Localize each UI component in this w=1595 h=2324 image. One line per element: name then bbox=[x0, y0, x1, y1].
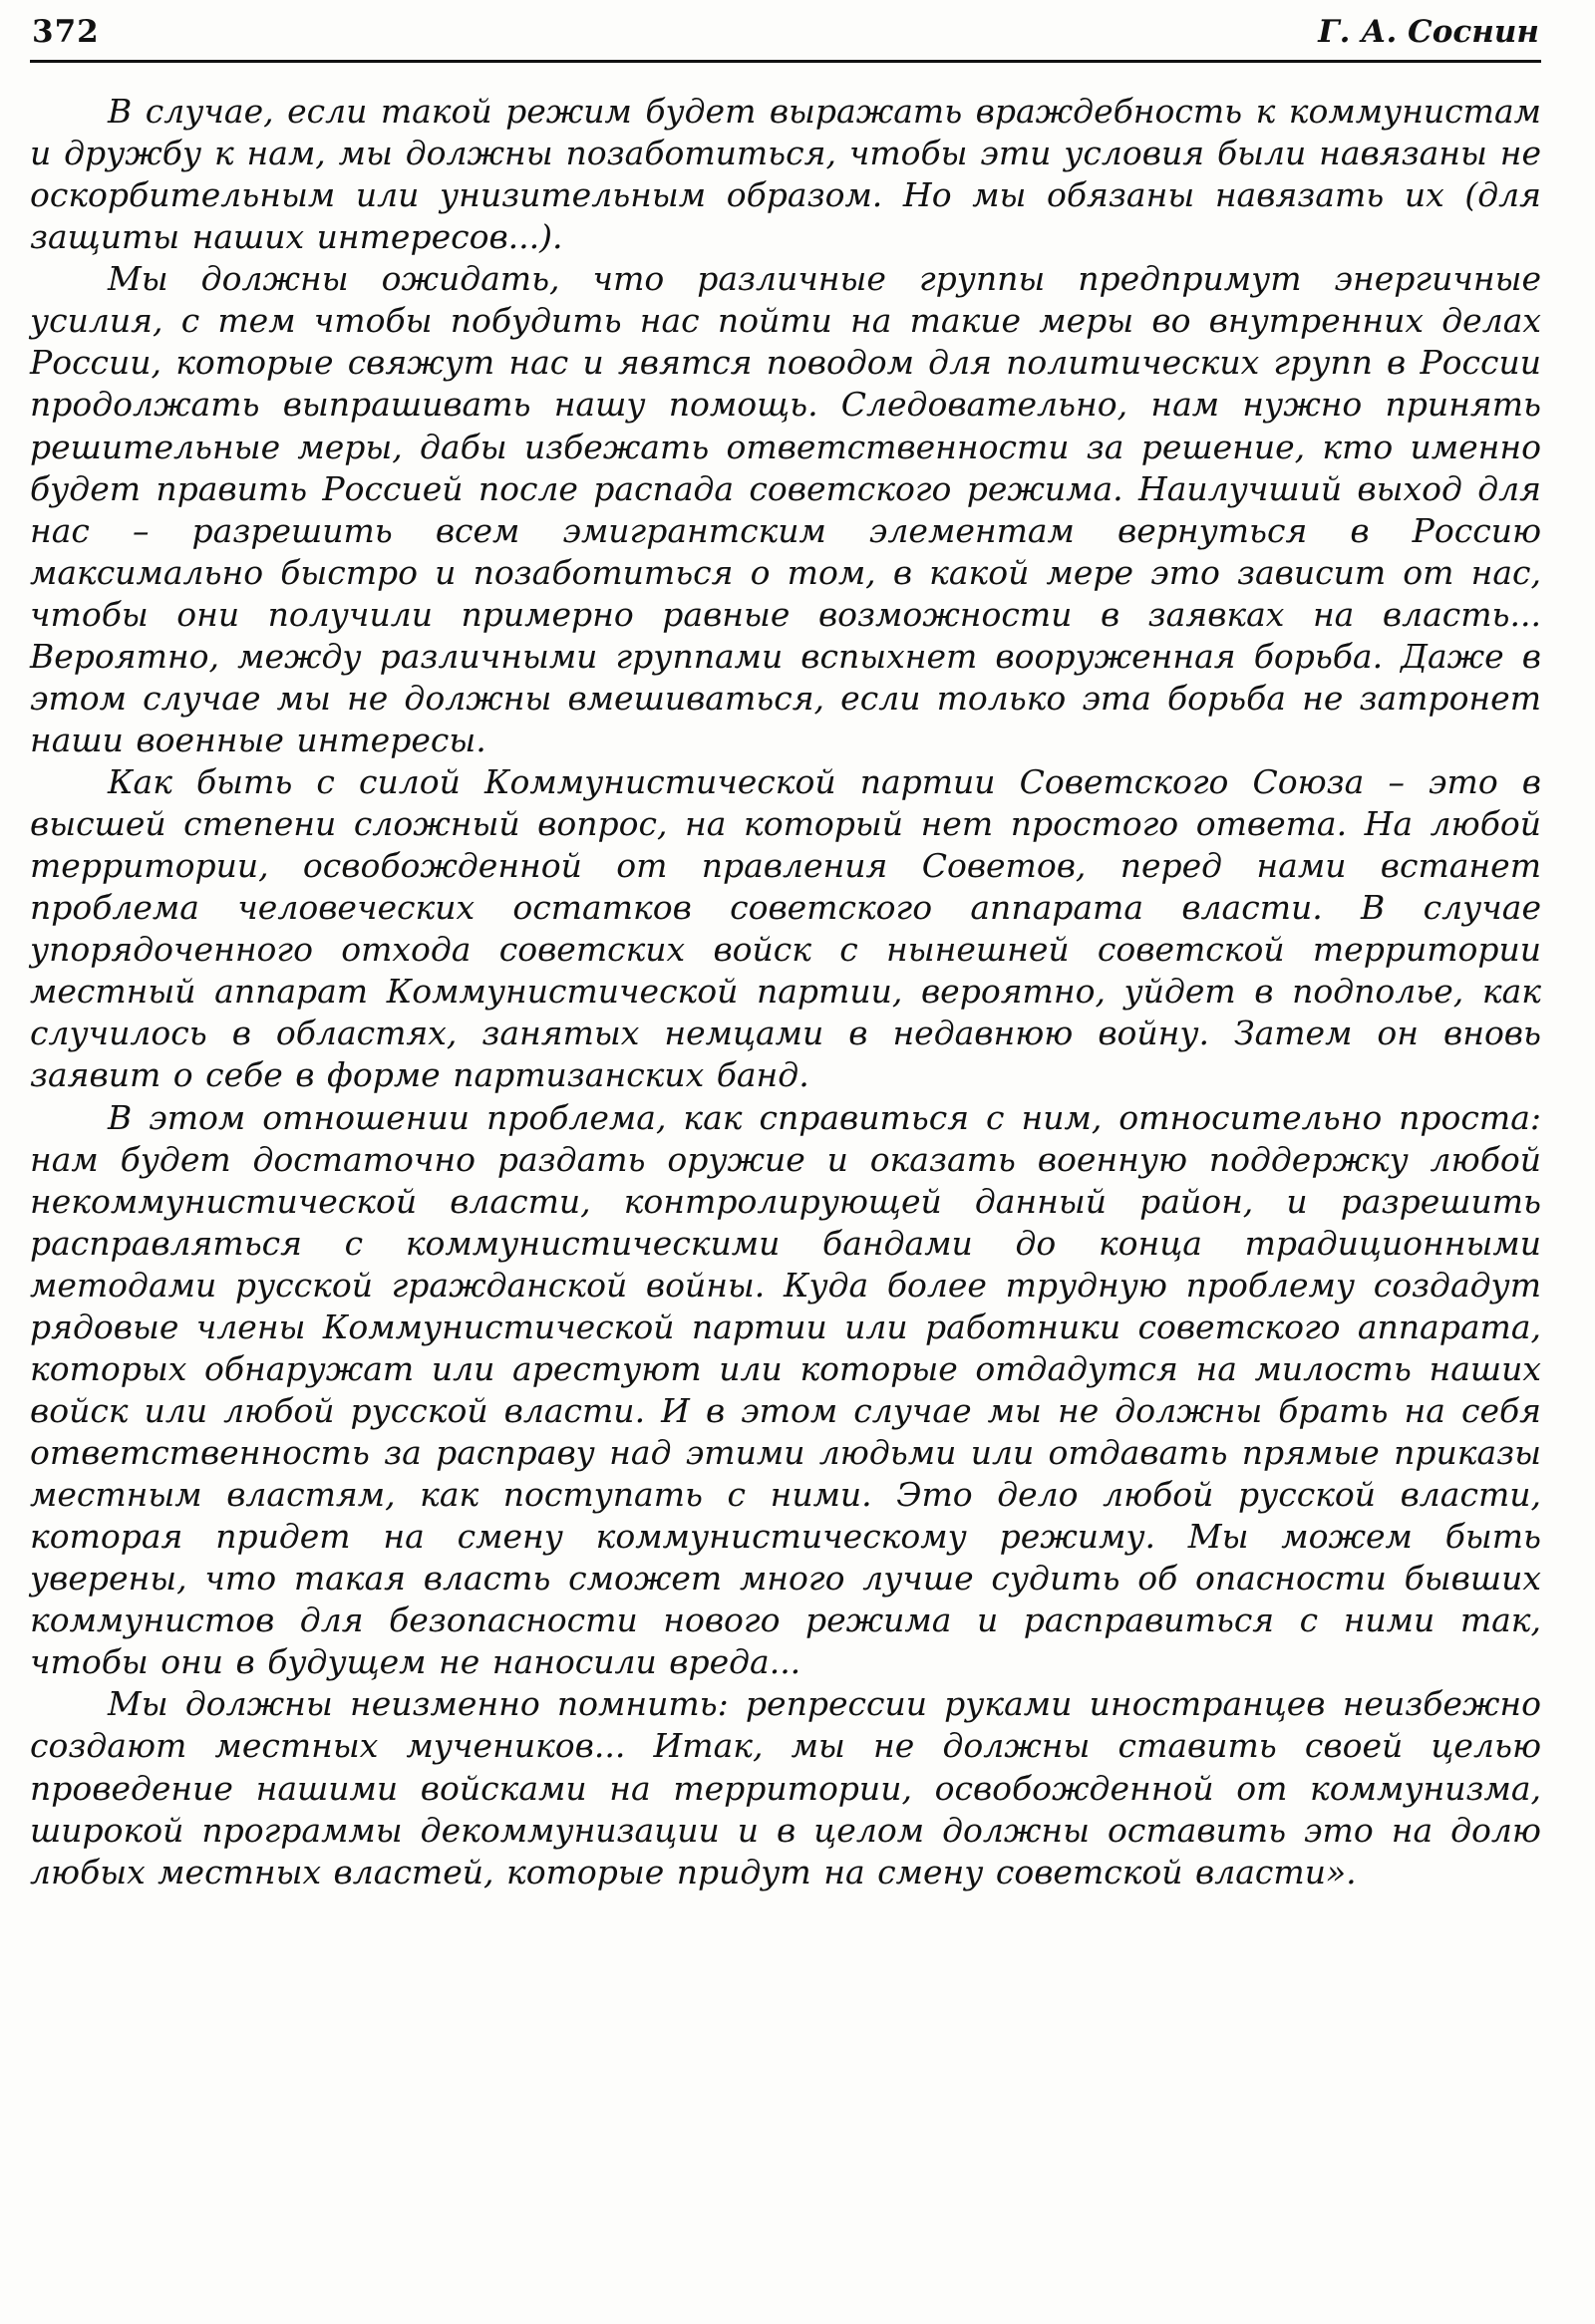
running-head bbox=[30, 14, 1541, 60]
running-title-author: Г. А. Соснин bbox=[1318, 14, 1539, 50]
paragraph: Мы должны неизменно помнить: репрессии руками иностранцев неизбежно создают местных мучеников... Итак, мы не должны ставить своей целью проведение нашими войсками на территории, освобожденной от коммунизма, широкой программы декоммунизации и в целом должны оставить это на долю любых местных властей, которые придут на смену советской власти». bbox=[30, 1684, 1541, 1891]
header-rule bbox=[30, 60, 1541, 63]
paragraph: В случае, если такой режим будет выражать враждебность к коммунистам и дружбу к нам, мы должны позаботиться, чтобы эти условия были навязаны не оскорбительным или унизительным образом. Но мы обязаны навязать их (для защиты наших интересов...). bbox=[30, 92, 1541, 257]
paragraph: В этом отношении проблема, как справиться с ним, относительно проста: нам будет достаточно раздать оружие и оказать военную поддержку любой некоммунистической власти, контролирующей данный район, и разрешить расправляться с коммунистическими бандами до конца традиционными методами русской гражданской войны. Куда более трудную проблему создадут рядовые члены Коммунистической партии или работники советского аппарата, которых обнаружат или арестуют или которые отдадутся на милость наших войск или любой русской власти. И в этом случае мы не должны брать на себя ответственность за расправу над этими людьми или отдавать прямые приказы местным властям, как поступать с ними. Это дело любой русской власти, которая придет на смену коммунистическому режиму. Мы можем быть уверены, что такая власть сможет много лучше судить об опасности бывших коммунистов для безопасности нового режима и расправиться с ними так, чтобы они в будущем не наносили вреда... bbox=[30, 1097, 1541, 1682]
page-number: 372 bbox=[32, 14, 100, 50]
paragraph: Мы должны ожидать, что различные группы предпримут энергичные усилия, с тем чтобы побудить нас пойти на такие меры во внутренних делах России, которые свяжут нас и явятся поводом для политических групп в России продолжать выпрашивать нашу помощь. Следовательно, нам нужно принять решительные меры, дабы избежать ответственности за решение, кто именно будет править Россией после распада советского режима. Наилучший выход для нас – разрешить всем эмигрантским элементам вернуться в Россию максимально быстро и позаботиться о том, в какой мере это зависит от нас, чтобы они получили примерно равные возможности в заявках на власть... Вероятно, между различными группами вспыхнет вооруженная борьба. Даже в этом случае мы не должны вмешиваться, если только эта борьба не затронет наши военные интересы. bbox=[30, 259, 1541, 759]
paragraph: Как быть с силой Коммунистической партии Советского Союза – это в высшей степени сложный вопрос, на который нет простого ответа. На любой территории, освобожденной от правления Советов, перед нами встанет проблема человеческих остатков советского аппарата власти. В случае упорядоченного отхода советских войск с нынешней советской территории местный аппарат Коммунистической партии, вероятно, уйдет в подполье, как случилось в областях, занятых немцами в недавнюю войну. Затем он вновь заявит о себе в форме партизанских банд. bbox=[30, 762, 1541, 1095]
page-body-text bbox=[30, 91, 1541, 1893]
